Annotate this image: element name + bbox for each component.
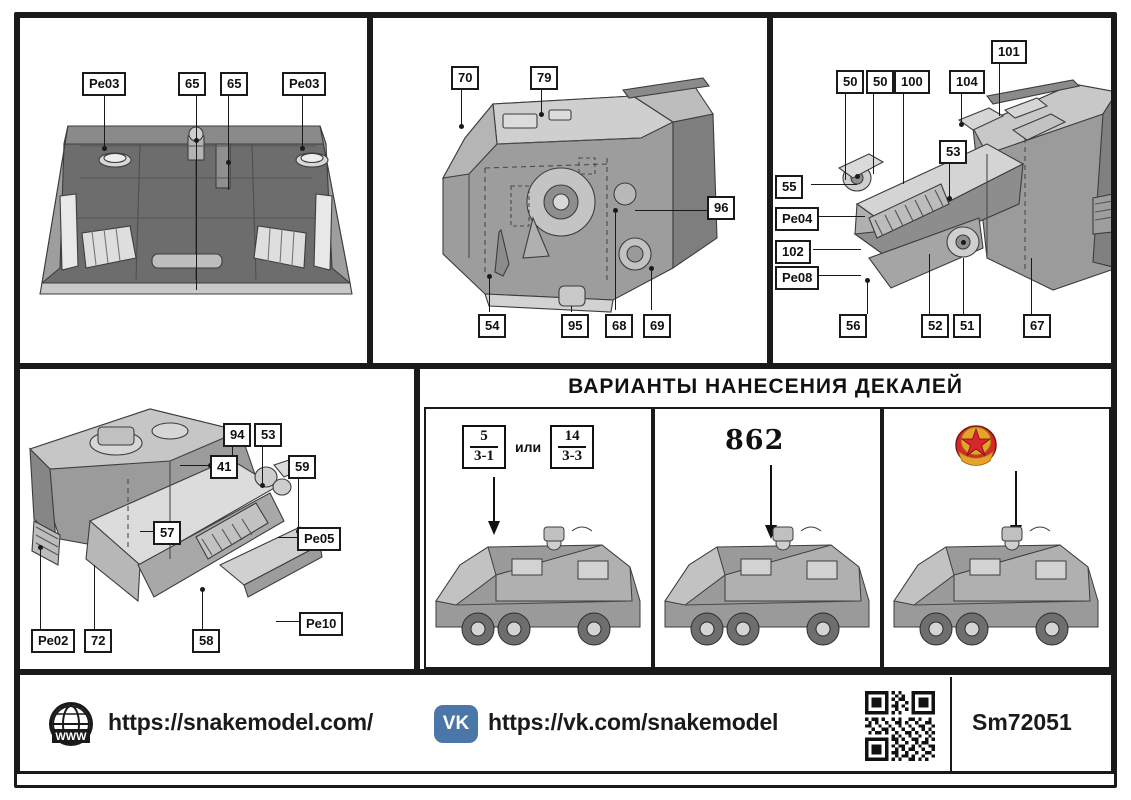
part-tag-68: 68 (605, 314, 633, 338)
leader-line (811, 184, 857, 185)
part-tag-79: 79 (530, 66, 558, 90)
leader-dot (649, 266, 654, 271)
leader-line (40, 547, 41, 629)
part-tag-57: 57 (153, 521, 181, 545)
globe-www-icon (46, 699, 96, 749)
leader-line (228, 90, 229, 190)
leader-line (298, 475, 299, 531)
part-tag-59: 59 (288, 455, 316, 479)
panel-hull-side (770, 15, 1114, 366)
kit-code-label: Sm72051 (972, 709, 1072, 735)
leader-dot (961, 240, 966, 245)
leader-line (262, 441, 263, 485)
leader-dot (300, 146, 305, 151)
part-tag-Pe10: Pe10 (299, 612, 343, 636)
vk-logo-icon: VK (434, 705, 478, 743)
leader-line (651, 268, 652, 310)
part-tag-41: 41 (210, 455, 238, 479)
leader-line (635, 210, 707, 211)
part-tag-53: 53 (939, 140, 967, 164)
leader-line (873, 88, 874, 174)
tactical-number-markings (462, 425, 594, 469)
vehicle-number-862: 862 (725, 425, 785, 456)
part-tag-96: 96 (707, 196, 735, 220)
part-tag-69: 69 (643, 314, 671, 338)
leader-dot (200, 587, 205, 592)
part-tag-67: 67 (1023, 314, 1051, 338)
leader-dot (959, 122, 964, 127)
part-tag-Pe02: Pe02 (31, 629, 75, 653)
part-tag-50-b: 50 (866, 70, 894, 94)
part-tag-65-b: 65 (220, 72, 248, 96)
part-tag-101: 101 (991, 40, 1027, 64)
part-tag-95: 95 (561, 314, 589, 338)
part-tag-54: 54 (478, 314, 506, 338)
part-tag-104: 104 (949, 70, 985, 94)
leader-dot (194, 138, 199, 143)
leader-line (196, 90, 197, 290)
website-url[interactable]: https://snakemodel.com/ (108, 709, 374, 735)
leader-line (845, 88, 846, 180)
leader-dot (865, 278, 870, 283)
part-tag-94: 94 (223, 423, 251, 447)
leader-line (819, 275, 861, 276)
leader-dot (947, 196, 952, 201)
leader-line (999, 60, 1000, 116)
panel-decal-variants (417, 366, 1114, 672)
part-tag-52: 52 (921, 314, 949, 338)
marking-a-denominator: 3-1 (474, 447, 494, 464)
marking-fraction-a (462, 425, 506, 469)
interior-floor-illustration (20, 18, 370, 366)
vehicle-side-profile-3 (884, 505, 1111, 669)
part-tag-100: 100 (894, 70, 930, 94)
part-tag-Pe04: Pe04 (775, 207, 819, 231)
decal-variant-1 (424, 407, 653, 669)
leader-line (571, 306, 572, 312)
leader-line (929, 254, 930, 314)
leader-line (903, 88, 904, 184)
leader-line (1031, 258, 1032, 314)
part-tag-55: 55 (775, 175, 803, 199)
leader-dot (459, 124, 464, 129)
part-tag-51: 51 (953, 314, 981, 338)
leader-dot (613, 208, 618, 213)
leader-line (615, 210, 616, 310)
decal-variant-3 (882, 407, 1111, 669)
marking-b-numerator: 14 (558, 428, 586, 448)
part-tag-Pe03: Pe03 (82, 72, 126, 96)
leader-line (94, 565, 95, 629)
leader-line (489, 276, 490, 312)
part-tag-70: 70 (451, 66, 479, 90)
conjunction-label: или (515, 438, 542, 455)
part-tag-50: 50 (836, 70, 864, 94)
leader-line (302, 90, 303, 148)
leader-line (461, 88, 462, 126)
part-tag-Pe05: Pe05 (297, 527, 341, 551)
footer-bar (17, 672, 1114, 774)
part-tag-72: 72 (84, 629, 112, 653)
leader-line (202, 589, 203, 629)
hull-rear-illustration (20, 369, 417, 672)
leader-line (819, 216, 865, 217)
leader-dot (260, 483, 265, 488)
leader-dot (855, 174, 860, 179)
footer-divider (950, 677, 952, 774)
leader-dot (487, 274, 492, 279)
vehicle-side-profile-1 (426, 505, 653, 669)
part-tag-65: 65 (178, 72, 206, 96)
leader-dot (539, 112, 544, 117)
qr-code (865, 691, 935, 761)
marking-fraction-b (550, 425, 594, 469)
leader-line (949, 160, 950, 198)
leader-dot (102, 146, 107, 151)
leader-line (104, 90, 105, 148)
leader-line (963, 258, 964, 314)
part-tag-53: 53 (254, 423, 282, 447)
svg-text:WWW: WWW (55, 731, 87, 743)
part-tag-56: 56 (839, 314, 867, 338)
leader-line (813, 249, 861, 250)
part-tag-58: 58 (192, 629, 220, 653)
part-tag-102: 102 (775, 240, 811, 264)
panel-interior-floor (17, 15, 370, 366)
leader-dot (38, 545, 43, 550)
decal-variant-2 (653, 407, 882, 669)
decal-section-title: ВАРИАНТЫ НАНЕСЕНИЯ ДЕКАЛЕЙ (568, 375, 963, 398)
vk-url[interactable]: https://vk.com/snakemodel (488, 709, 779, 735)
vehicle-side-profile-2 (655, 505, 882, 669)
panel-hull-front (370, 15, 770, 366)
marking-a-numerator: 5 (470, 428, 498, 448)
guards-order-badge-icon (948, 421, 1004, 467)
part-tag-Pe03-b: Pe03 (282, 72, 326, 96)
panel-hull-rear (17, 366, 417, 672)
leader-line (180, 465, 210, 466)
leader-line (867, 280, 868, 314)
marking-b-denominator: 3-3 (562, 447, 583, 464)
part-tag-Pe08: Pe08 (775, 266, 819, 290)
leader-line (541, 88, 542, 114)
leader-dot (226, 160, 231, 165)
